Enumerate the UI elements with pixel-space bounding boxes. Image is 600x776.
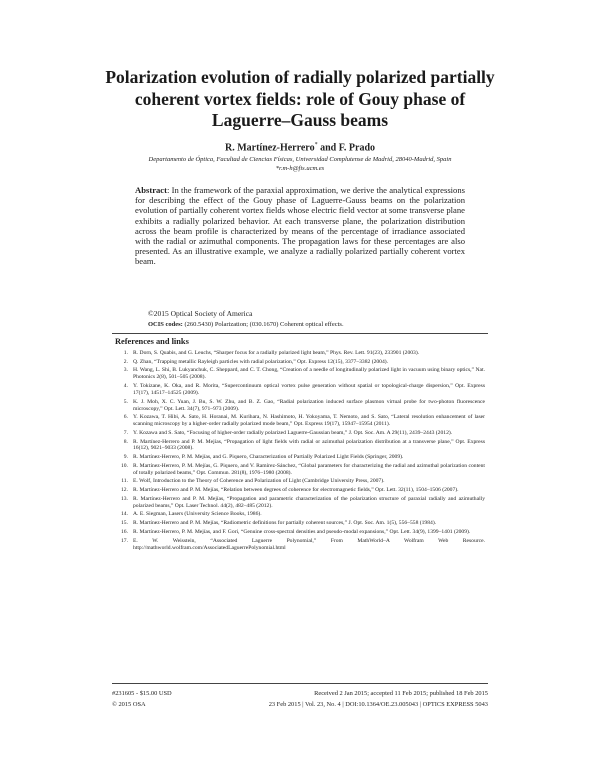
references-list <box>115 350 485 553</box>
reference-text: Y. Kozawa and S. Sato, “Focusing of higher-order radially polarized Laguerre-Gaussian beam,” J. Opt. Soc. Am. A 29(11), 2439–2443 (2012). <box>133 429 453 436</box>
paper-title: Polarization evolution of radially polarized partially coherent vortex fields: role of Gouy phase of Laguerre–Gauss beams <box>105 67 495 130</box>
reference-number: 7. <box>123 429 128 436</box>
reference-text: Y. Tokizane, K. Oka, and R. Morita, “Supercontinuum optical vortex pulse generation without spatial or topological-charge dispersion,” Opt. Express 17(17), 14517–14525 (2009). <box>133 383 485 396</box>
divider-bottom <box>112 683 488 684</box>
reference-number: 2. <box>123 358 128 365</box>
reference-item <box>115 383 485 397</box>
reference-number: 5. <box>123 398 128 405</box>
reference-item <box>115 454 485 461</box>
reference-number: 1. <box>123 350 128 356</box>
reference-text: R. Martínez-Herrero, P. M. Mejías, and F. Gori, “Genuine cross-spectral densities and pseudo-modal expansions,” Opt. Lett. 34(9), 1399–1401 (2009). <box>133 528 471 535</box>
references-heading: References and links <box>115 337 189 346</box>
reference-item <box>115 367 485 381</box>
reference-item <box>115 529 485 536</box>
reference-item <box>115 439 485 453</box>
reference-number: 13. <box>121 495 128 502</box>
reference-item <box>115 430 485 437</box>
abstract-text: : In the framework of the paraxial approximation, we derive the analytical expressions for describing the effect of the Gouy phase of Laguerre-Gauss beams on the polarization evolution of partially coherent vortex fields whose electric field vector at some transverse plane exhibits a radially polarized behavior. At each transverse plane, the polarization distribution across the beam profile is characterized by means of the percentage of irradiance associated with the radial or azimuthal components. The propagation laws for these percentages are also presented. As an illustrative example, we analyze a radially polarized partially coherent vortex beam. <box>135 185 465 267</box>
reference-text: R. Martínez-Herrero and P. M. Mejías, “Propagation of light fields with radial or azimuthal polarization distribution at a transverse plane,” Opt. Express 16(12), 9021–9033 (2008). <box>133 438 485 452</box>
reference-item <box>115 414 485 428</box>
author-line <box>100 142 500 153</box>
footer-copyright: © 2015 OSA <box>112 701 146 708</box>
reference-number: 9. <box>123 454 128 461</box>
divider-top <box>112 333 488 334</box>
abstract <box>135 185 465 267</box>
reference-text: E. Wolf, Introduction to the Theory of Coherence and Polarization of Light (Cambridge University Press, 2007). <box>133 478 385 485</box>
reference-text: R. Martínez-Herrero and P. M. Mejías, “Propagation and parametric characterization of the polarization structure of paraxial radially and azimuthally polarized beams,” Opt. Laser Technol. 44(2), 482–485 (2012). <box>133 495 485 509</box>
reference-item <box>115 520 485 527</box>
reference-text: R. Martínez-Herrero, P. M. Mejías, G. Piquero, and V. Ramírez-Sánchez, “Global parameters for characterizing the radial and azimuthal polarization content of totally polarized beams,” Opt. Commun. 281(8), 1976–1980 (2008). <box>133 462 485 476</box>
reference-item <box>115 538 485 552</box>
ocis-label: OCIS codes: <box>148 321 183 328</box>
corresponding-mark: * <box>314 142 318 148</box>
reference-text: R. Dorn, S. Quabis, and G. Leuchs, “Sharper focus for a radially polarized light beam,” Phys. Rev. Lett. 91(23), 233901 (2003). <box>133 350 420 356</box>
reference-number: 10. <box>121 462 128 469</box>
reference-number: 12. <box>121 487 128 494</box>
reference-text: R. Martínez-Herrero and P. M. Mejías, “Radiometric definitions for partially coherent sources,” J. Opt. Soc. Am. 1(5), 556–558 (1984). <box>133 520 437 527</box>
reference-text: R. Martínez-Herrero, P. M. Mejías, and G. Piquero, Characterization of Partially Polarized Light Fields (Springer, 2009). <box>133 454 404 461</box>
reference-item <box>115 496 485 510</box>
reference-text: H. Wang, L. Shi, B. Lukyanchuk, C. Sheppard, and C. T. Chong, “Creation of a needle of longitudinally polarized light in vacuum using binary optics,” Nat. Photonics 2(8), 501–505 (2008). <box>133 367 485 381</box>
copyright: ©2015 Optical Society of America <box>148 309 253 318</box>
reference-text: Y. Kozawa, T. Hibi, A. Sato, H. Horanai, M. Kurihara, N. Hashimoto, H. Yokoyama, T. Nemoto, and S. Sato, “Lateral resolution enhancement of laser scanning microscopy by a higher-order radially polarized mode beam,” Opt. Express 19(17), 15947–15954 (2011). <box>133 414 485 428</box>
reference-item <box>115 487 485 494</box>
ocis-codes <box>148 321 344 328</box>
reference-text: R. Martínez-Herrero and P. M. Mejías, “Relation between degrees of coherence for electromagnetic fields,” Opt. Lett. 32(11), 1504–1506 (2007). <box>133 487 459 494</box>
reference-text: K. J. Moh, X. C. Yuan, J. Bu, S. W. Zhu, and B. Z. Gao, “Radial polarization induced surface plasmon virtual probe for two-photon fluorescence microscopy,” Opt. Lett. 34(7), 971–973 (2009). <box>133 398 485 412</box>
reference-number: 4. <box>123 383 128 390</box>
reference-text: E. W. Weisstein, “Associated Laguerre Polynomial,” From MathWorld–A Wolfram Web Resource. http://mathworld.wolfram.com/AssociatedLaguerrePolynomial.html <box>133 537 485 551</box>
email-link[interactable]: *r.m-h@fis.ucm.es <box>275 164 325 172</box>
reference-item <box>115 399 485 413</box>
reference-item <box>115 359 485 366</box>
ocis-text: (260.5430) Polarization; (030.1670) Coherent optical effects. <box>182 321 344 328</box>
reference-text: A. E. Siegman, Lasers (University Science Books, 1986). <box>133 511 262 518</box>
reference-number: 3. <box>123 367 128 374</box>
reference-number: 14. <box>121 511 128 518</box>
author-name-2: and F. Prado <box>317 142 375 154</box>
author-name: R. Martínez-Herrero <box>224 142 315 154</box>
reference-number: 6. <box>123 414 128 421</box>
reference-number: 8. <box>123 438 128 445</box>
reference-text: Q. Zhan, “Trapping metallic Rayleigh particles with radial polarization,” Opt. Express 12(15), 3377–3382 (2004). <box>133 358 389 365</box>
reference-number: 11. <box>121 478 128 485</box>
abstract-label: Abstract <box>135 185 167 195</box>
reference-item <box>115 511 485 518</box>
affiliation: Departamento de Óptica, Facultad de Ciencias Físicas, Universidad Complutense de Madrid, 28040-Madrid, Spain <box>148 156 452 163</box>
affiliation-block <box>20 156 580 173</box>
reference-number: 17. <box>121 537 128 544</box>
reference-number: 15. <box>121 520 128 527</box>
reference-item <box>115 478 485 485</box>
article-price: #231605 - $15.00 USD <box>112 690 172 697</box>
reference-item <box>115 463 485 477</box>
journal-citation: 23 Feb 2015 | Vol. 23, No. 4 | DOI:10.1364/OE.23.005043 | OPTICS EXPRESS 5043 <box>268 701 488 708</box>
reference-number: 16. <box>121 528 128 535</box>
reference-item <box>115 350 485 357</box>
publication-dates: Received 2 Jan 2015; accepted 11 Feb 2015; published 18 Feb 2015 <box>314 690 488 697</box>
